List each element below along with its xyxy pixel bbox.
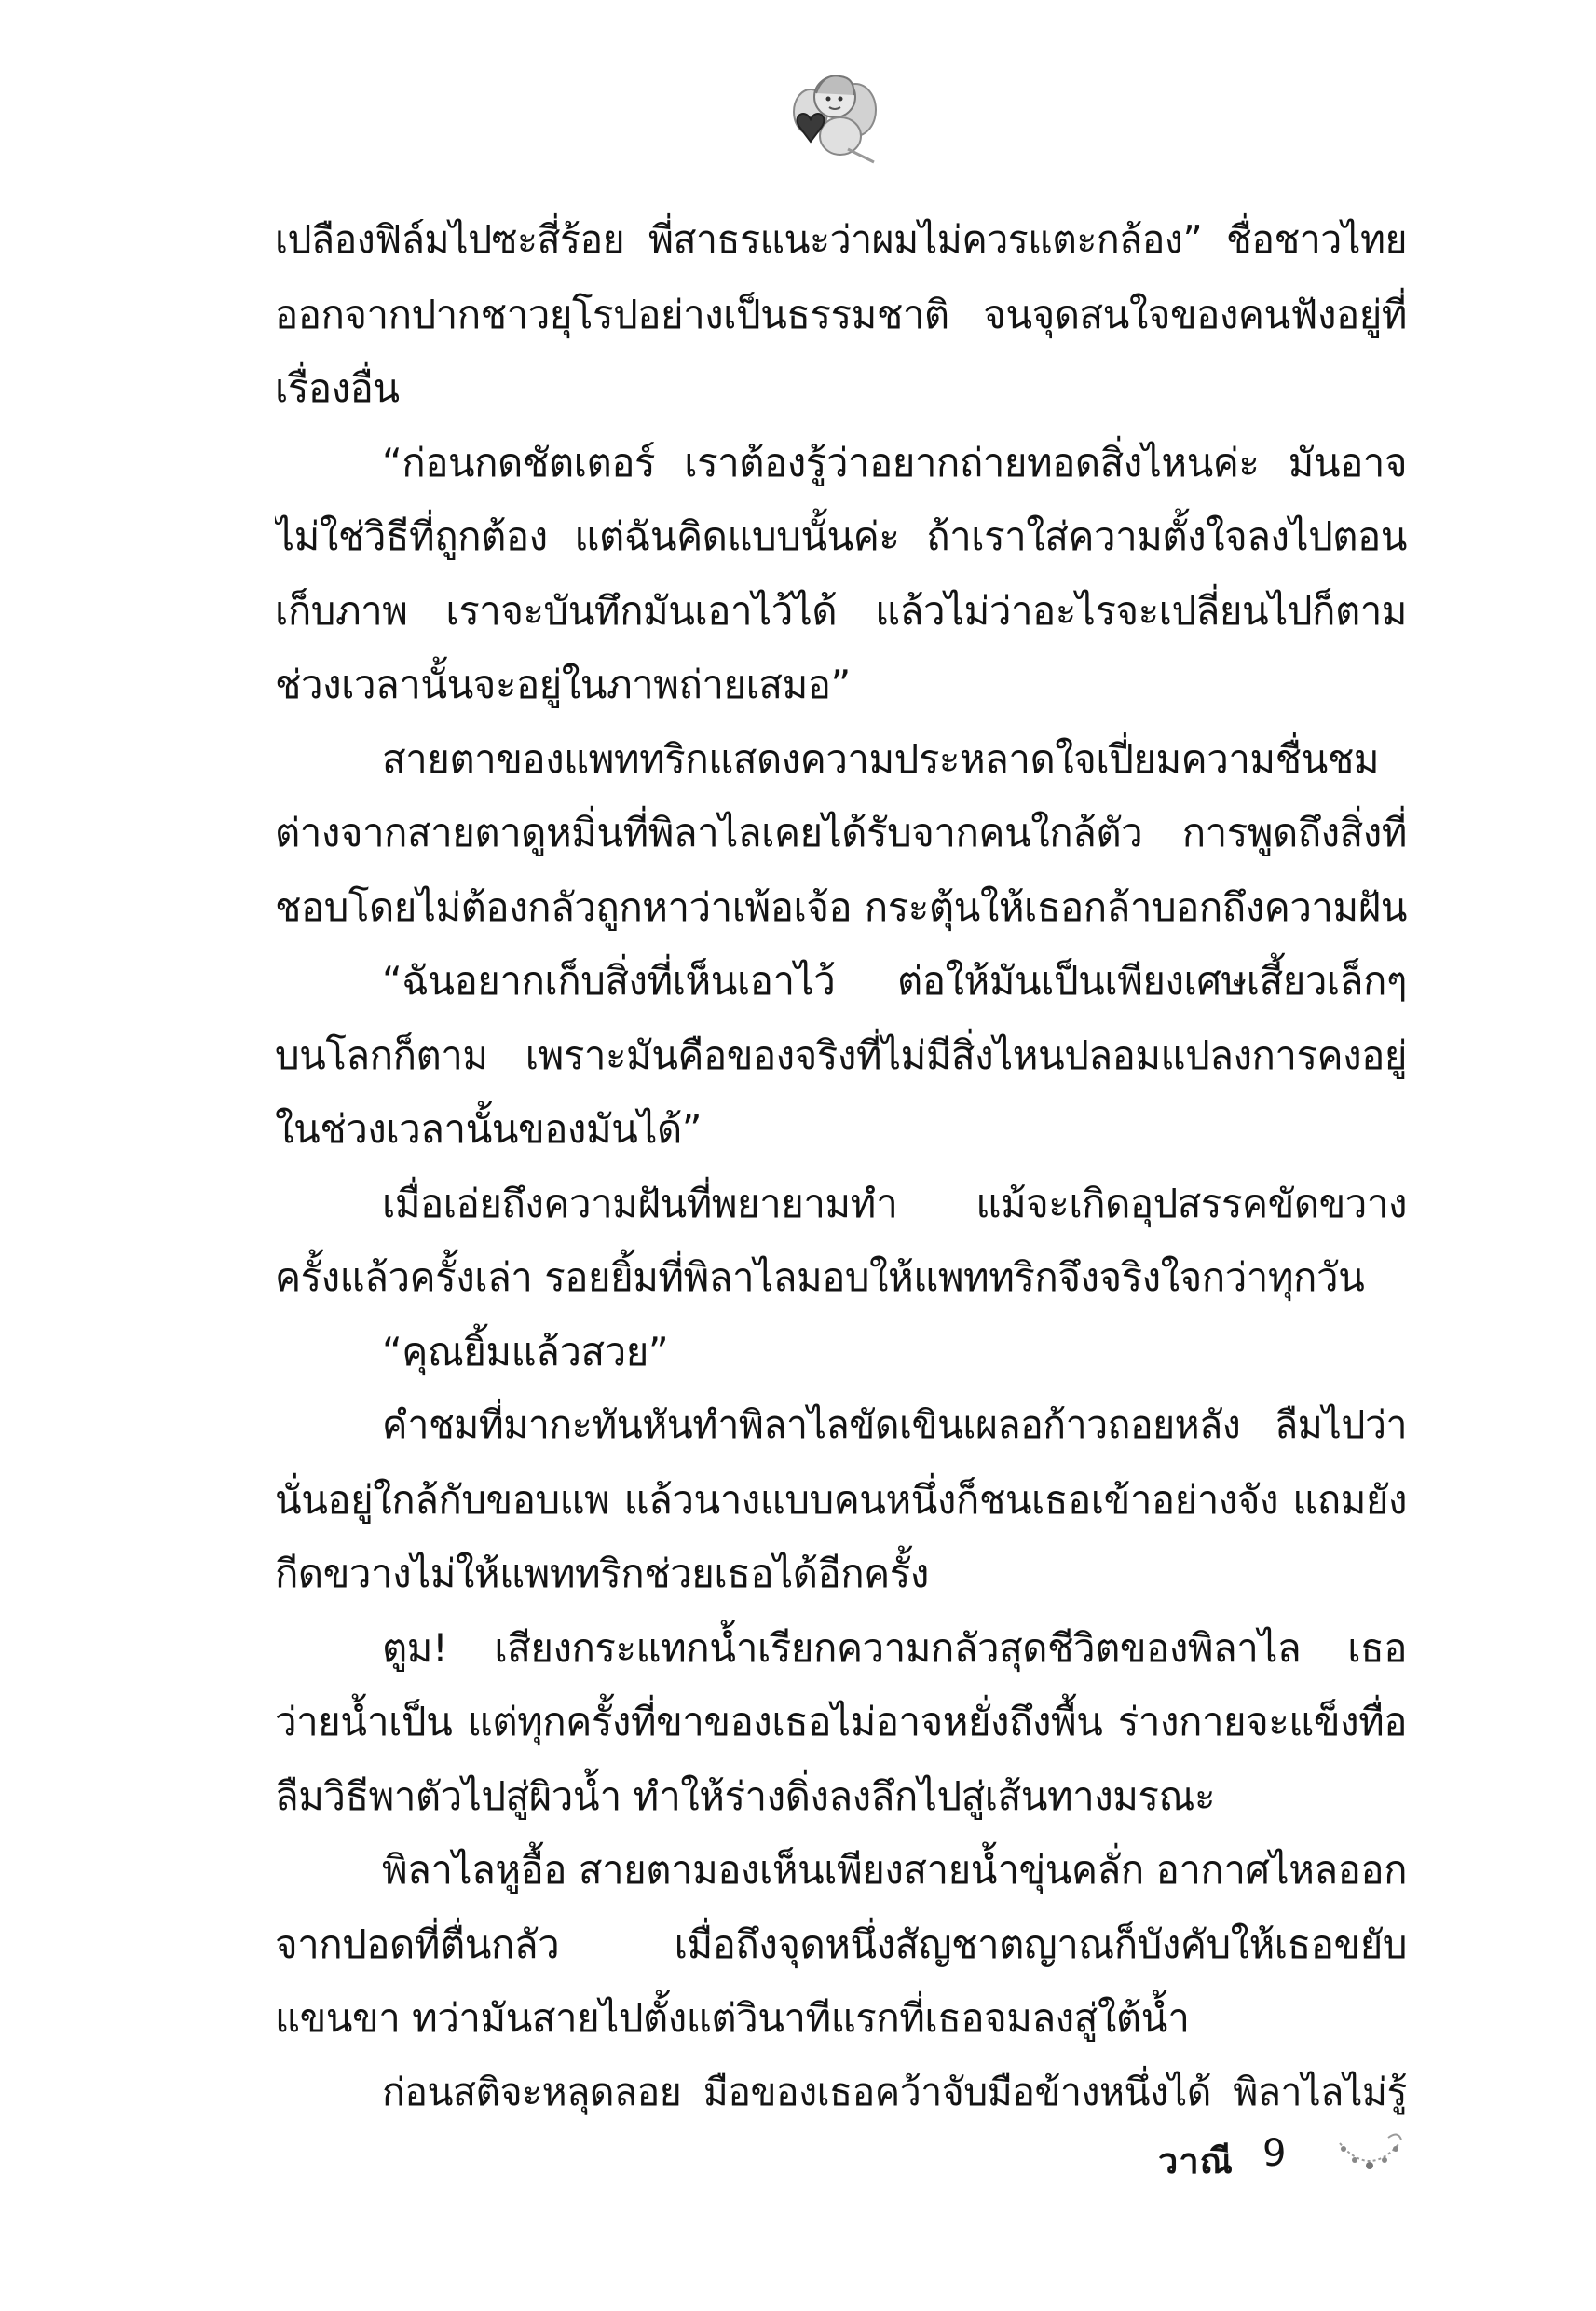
text-line: ในช่วงเวลานั้นของมันได้” — [275, 1106, 702, 1152]
text-line: ว่ายน้ำเป็น แต่ทุกครั้งที่ขาของเธอไม่อาจหยั่งถึงพื้น ร่างกายจะแข็งทื่อ — [275, 1699, 1407, 1744]
text-line: แขนขา ทว่ามันสายไปตั้งแต่วินาทีแรกที่เธอจมลงสู่ใต้น้ำ — [275, 1995, 1190, 2041]
text-line: “ก่อนกดชัตเตอร์ เราต้องรู้ว่าอยากถ่ายทอดสิ่งไหนค่ะ มันอาจ — [382, 439, 1407, 485]
text-line: บนโลกก็ตาม เพราะมันคือของจริงที่ไม่มีสิ่งไหนปลอมแปลงการคงอยู่ — [275, 1032, 1407, 1078]
text-line: ช่วงเวลานั้นจะอยู่ในภาพถ่ายเสมอ” — [275, 662, 851, 707]
text-line: ครั้งแล้วครั้งเล่า รอยยิ้มที่พิลาไลมอบให้แพททริกจึงจริงใจกว่าทุกวัน — [275, 1254, 1365, 1300]
text-line: เปลืองฟิล์มไปซะสี่ร้อย พี่สาธรแนะว่าผมไม่ควรแตะกล้อง” ชื่อชาวไทย — [275, 217, 1407, 262]
footer-title: วาณี — [1158, 2140, 1234, 2181]
text-line: นั่นอยู่ใกล้กับขอบแพ แล้วนางแบบคนหนึ่งก็ชนเธอเข้าอย่างจัง แถมยัง — [275, 1476, 1407, 1523]
text-line: ตูม! เสียงกระแทกน้ำเรียกความกลัวสุดชีวิตของพิลาไล เธอ — [382, 1624, 1407, 1671]
text-line: เมื่อเอ่ยถึงความฝันที่พยายามทำ แม้จะเกิดอุปสรรคขัดขวาง — [382, 1180, 1407, 1226]
text-line: เก็บภาพ เราจะบันทึกมันเอาไว้ได้ แล้วไม่ว่าอะไรจะเปลี่ยนไปก็ตาม — [275, 587, 1407, 634]
text-line: ลืมวิธีพาตัวไปสู่ผิวน้ำ ทำให้ร่างดิ่งลงลึกไปสู่เส้นทางมรณะ — [275, 1772, 1215, 1819]
text-line: ชอบโดยไม่ต้องกลัวถูกหาว่าเพ้อเจ้อ กระตุ้นให้เธอกล้าบอกถึงความฝัน — [275, 883, 1407, 930]
text-line: เรื่องอื่น — [275, 365, 400, 411]
text-line: ต่างจากสายตาดูหมิ่นที่พิลาไลเคยได้รับจากคนใกล้ตัว การพูดถึงสิ่งที่ — [275, 810, 1407, 855]
text-line: จากปอดที่ตื่นกลัว เมื่อถึงจุดหนึ่งสัญชาตญาณก็บังคับให้เธอขยับ — [275, 1921, 1407, 1967]
text-line: ก่อนสติจะหลุดลอย มือของเธอคว้าจับมือข้างหนึ่งได้ พิลาไลไม่รู้ — [382, 2069, 1407, 2114]
body-text — [275, 203, 1407, 2129]
bracelet-ornament-icon — [1332, 2125, 1407, 2181]
text-line: คำชมที่มากะทันหันทำพิลาไลขัดเขินเผลอก้าวถอยหลัง ลืมไปว่า — [382, 1402, 1407, 1447]
text-line: ไม่ใช่วิธีที่ถูกต้อง แต่ฉันคิดแบบนั้นค่ะ ถ้าเราใส่ความตั้งใจลงไปตอน — [275, 513, 1407, 559]
text-line: ออกจากปากชาวยุโรปอย่างเป็นธรรมชาติ จนจุดสนใจของคนฟังอยู่ที่ — [275, 291, 1407, 337]
page-number: 9 — [1262, 2132, 1287, 2175]
text-line: พิลาไลหูอื้อ สายตามองเห็นเพียงสายน้ำขุ่นคลั่ก อากาศไหลออก — [382, 1847, 1407, 1893]
cherub-with-heart-icon — [783, 65, 885, 168]
text-line: สายตาของแพททริกแสดงความประหลาดใจเปี่ยมความชื่นชม — [382, 735, 1380, 782]
text-line: กีดขวางไม่ให้แพททริกช่วยเธอได้อีกครั้ง — [275, 1551, 929, 1596]
text-line: “คุณยิ้มแล้วสวย” — [382, 1328, 669, 1374]
text-line: “ฉันอยากเก็บสิ่งที่เห็นเอาไว้ ต่อให้มันเป็นเพียงเศษเสี้ยวเล็กๆ — [382, 958, 1407, 1004]
